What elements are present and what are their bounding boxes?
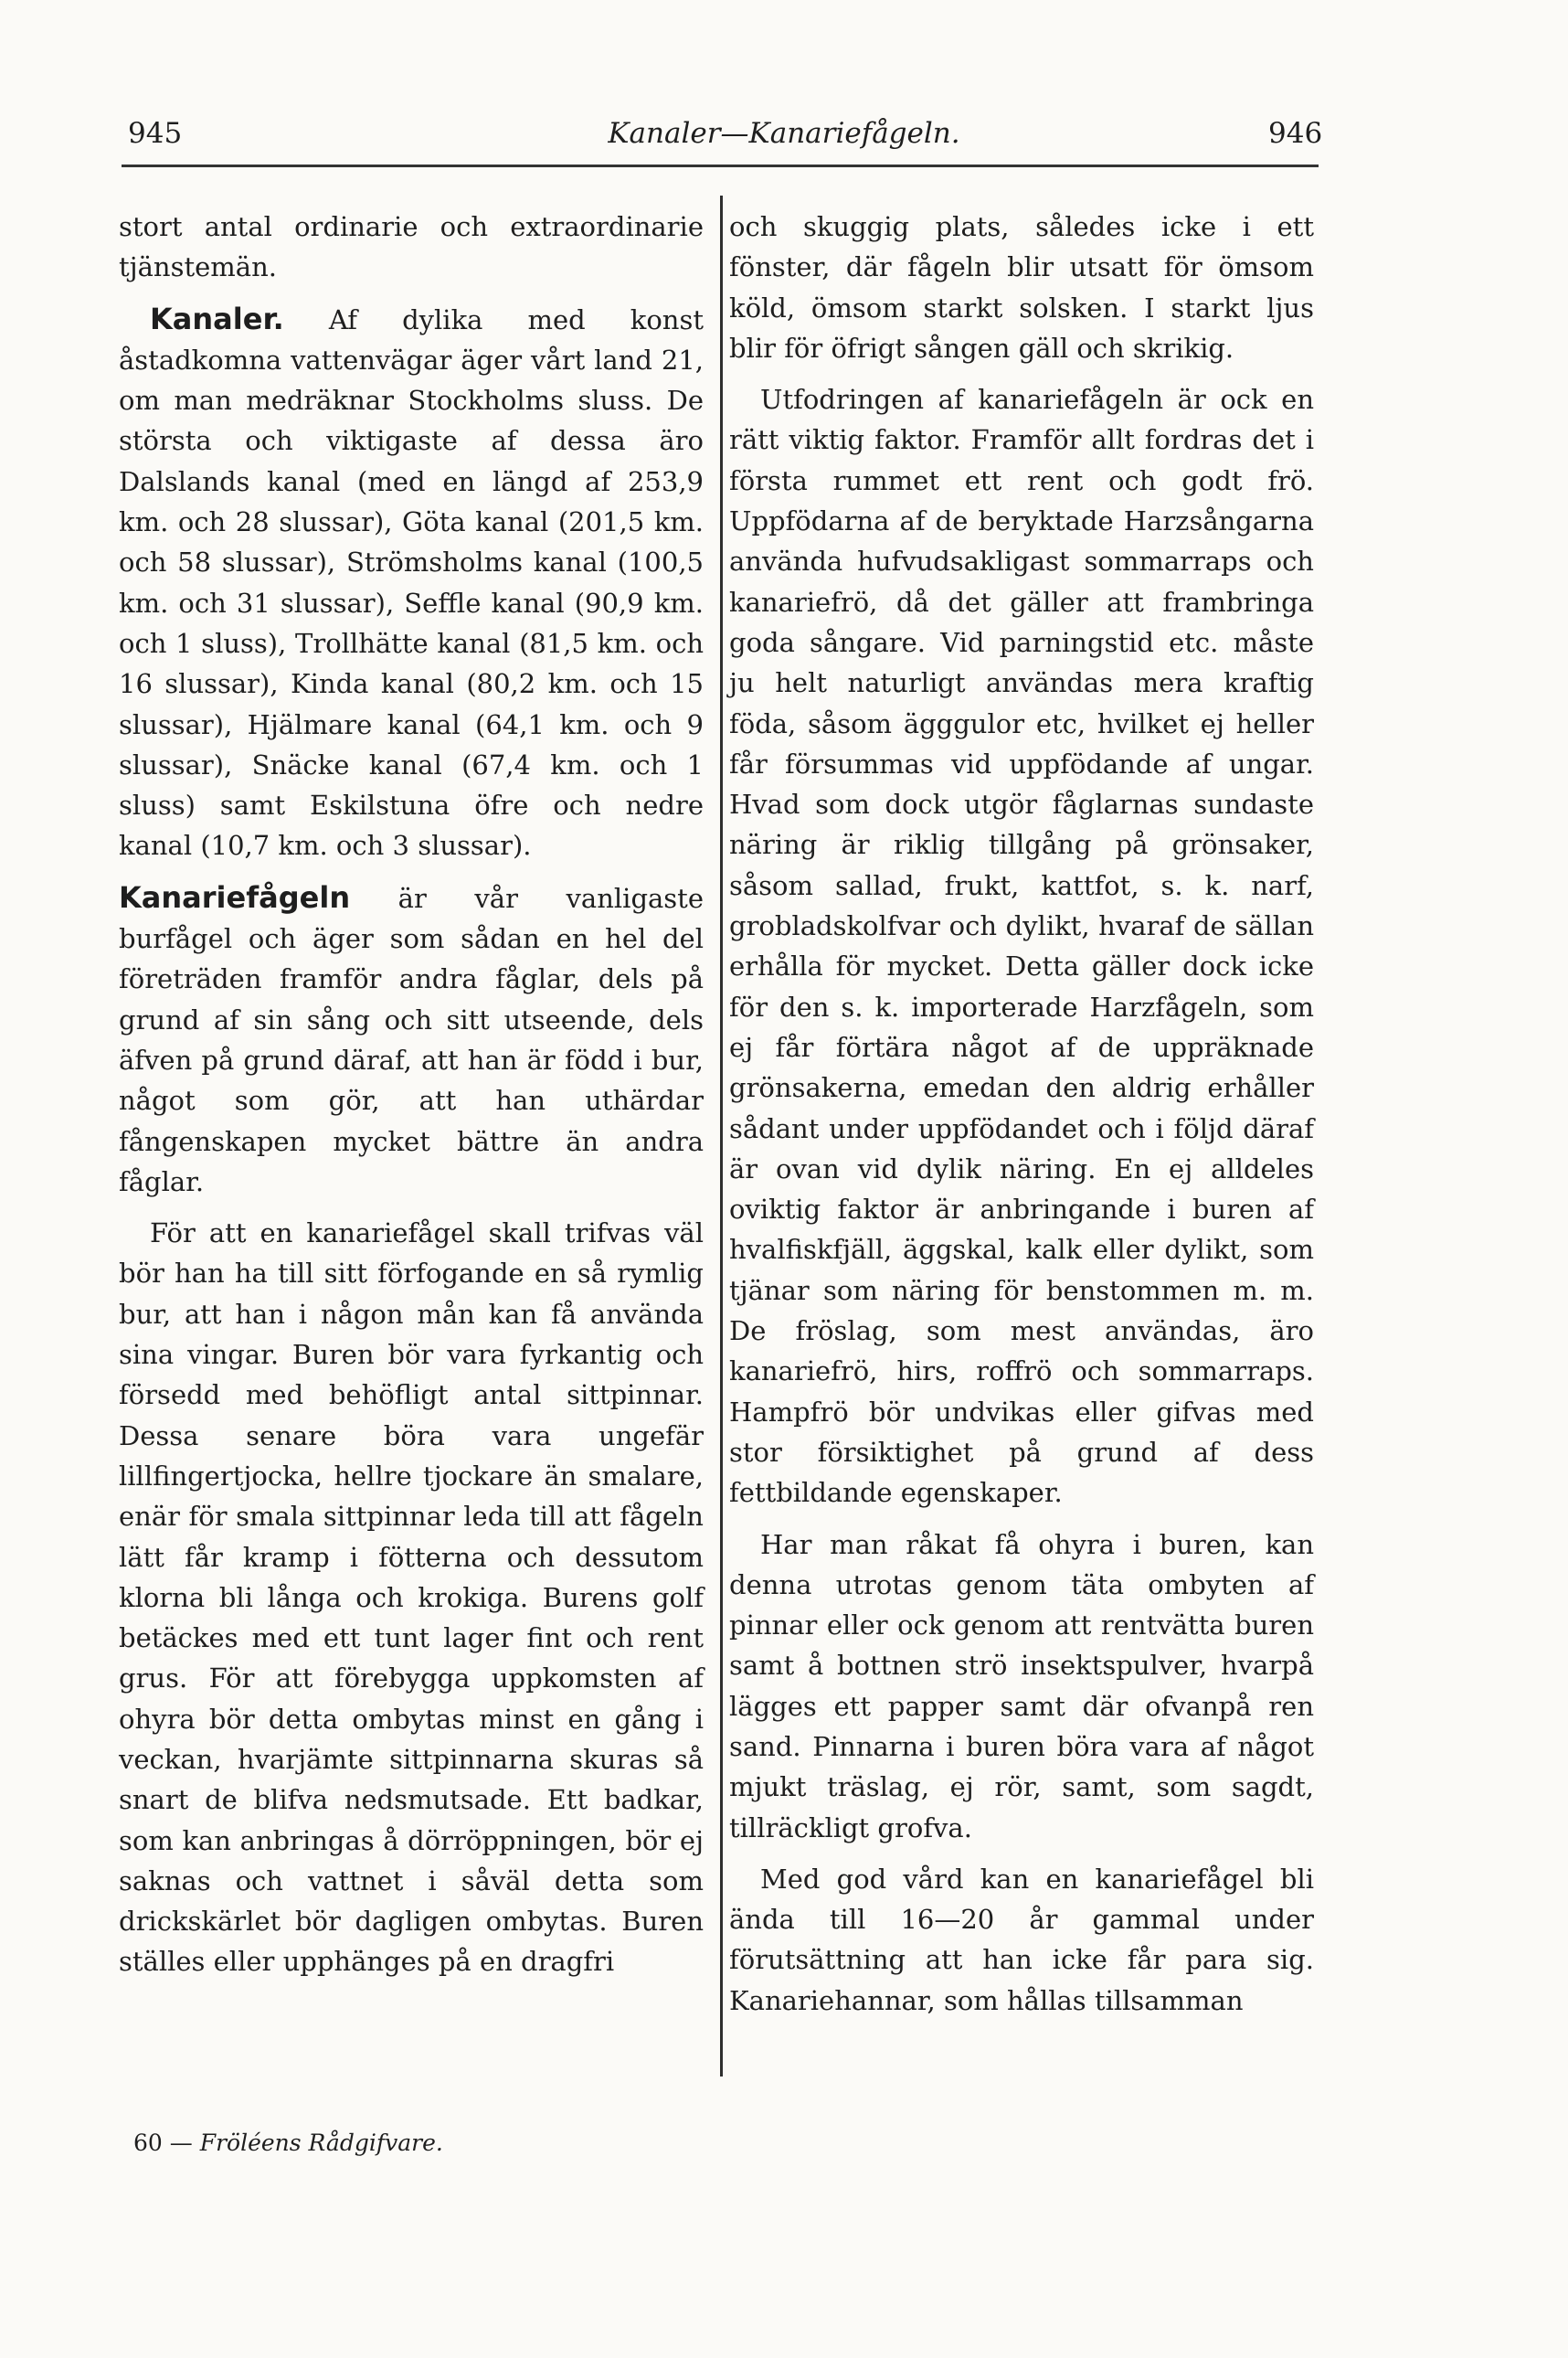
paragraph-bur: För att en kanariefågel skall trifvas väl bör han ha till sitt förfogande en så rymlig bur, att han i någon mån kan få använda sina vingar. Buren bör vara fyrkantig och försedd med behöfligt antal sittpinnar. Dessa senare böra vara ungefär lillfingertjocka, hellre tjockare än smalare, enär för smala sittpinnar leda till att fågeln lätt får kramp i fötterna och dessutom klorna bli långa och krokiga. Burens golf betäckes med ett tunt lager fint och rent grus. För att förebygga uppkomsten af ohyra bör detta ombytas minst en gång i veckan, hvarjämte sittpinnarna skuras så snart de blifva nedsmutsade. Ett badkar, som kan anbringas å dörröppningen, bör ej saknas och vattnet i såväl detta som drickskärlet bör dagligen ombytas. Buren ställes eller upphänges på en dragfri bbox=[119, 1217, 704, 1978]
footer-sheet-number: 60 — bbox=[133, 2130, 193, 2156]
left-column bbox=[119, 207, 704, 1993]
entry-kanariefageln bbox=[119, 877, 704, 1202]
paragraph-tjanstemän: stort antal ordinarie och extraordinarie tjänstemän. bbox=[119, 211, 704, 283]
header-rule bbox=[122, 165, 1319, 167]
entry-text-kanaler: Af dylika med konst åstadkomna vattenvägar äger vårt land 21, om man medräknar Stockholms sluss. De största och viktigaste af dessa äro Dalslands kanal (med en längd af 253,9 km. och 28 slussar), Göta kanal (201,5 km. och 58 slussar), Strömsholms kanal (100,5 km. och 31 slussar), Seffle kanal (90,9 km. och 1 sluss), Trollhätte kanal (81,5 km. och 16 slussar), Kinda kanal (80,2 km. och 15 slussar), Hjälmare kanal (64,1 km. och 9 slussar), Snäcke kanal (67,4 km. och 1 sluss) samt Eskilstuna öfre och nedre kanal (10,7 km. och 3 slussar). bbox=[119, 303, 704, 862]
paragraph-vard: Med god vård kan en kanariefågel bli ända till 16—20 år gammal under förutsättning att han icke får para sig. Kanariehannar, som hållas tillsamman bbox=[729, 1863, 1314, 2016]
paragraph-plats: och skuggig plats, således icke i ett fönster, där fågeln blir utsatt för ömsom köld, ömsom starkt solsken. I starkt ljus blir för öfrigt sången gäll och skrikig. bbox=[729, 211, 1314, 364]
paragraph-utfodring: Utfodringen af kanariefågeln är ock en rätt viktig faktor. Framför allt fordras det i första rummet ett rent och godt frö. Uppfödarna af de beryktade Harzsångarna använda hufvudsakligast sommarraps och kanariefrö, då det gäller att frambringa goda sångare. Vid parningstid etc. måste ju helt naturligt användas mera kraftig föda, såsom ägggulor etc, hvilket ej heller får försummas vid uppfödande af ungar. Hvad som dock utgör fåglarnas sundaste näring är riklig tillgång på grönsaker, såsom sallad, frukt, kattfot, s. k. narf, grobladskolfvar och dylikt, hvaraf de sällan erhålla för mycket. Detta gäller dock icke för den s. k. importerade Harzfågeln, som ej får förtära något af de uppräknade grönsakerna, emedan den aldrig erhåller sådant under uppfödandet och i följd däraf är ovan vid dylik näring. En ej alldeles oviktig faktor är anbringande i buren af hvalfiskfjäll, äggskal, kalk eller dylikt, som tjänar som näring för benstommen m. m. De fröslag, som mest användas, äro kanariefrö, hirs, roffrö och sommarraps. Hampfrö bör undvikas eller gifvas med stor försiktighet på grund af dess fettbildande egenskaper. bbox=[729, 384, 1314, 1509]
footer-signature bbox=[133, 2130, 443, 2156]
running-title: Kanaler—Kanariefågeln. bbox=[608, 117, 960, 150]
column-rule bbox=[720, 196, 723, 2077]
footer-source: Fröléens Rådgifvare. bbox=[199, 2130, 443, 2156]
entry-heading-kanariefageln: Kanariefågeln bbox=[119, 879, 351, 915]
page-number-right: 946 bbox=[1268, 117, 1323, 150]
entry-text-kanariefageln: är vår vanligaste burfågel och äger som sådan en hel del företräden framför andra fåglar, dels på grund af sin sång och sitt utseende, dels äfven på grund däraf, att han är född i bur, något som gör, att han uthärdar fångenskapen mycket bättre än andra fåglar. bbox=[119, 882, 704, 1197]
page-number-left: 945 bbox=[128, 117, 183, 150]
right-column bbox=[729, 207, 1314, 2032]
entry-kanaler bbox=[119, 299, 704, 866]
entry-heading-kanaler: Kanaler. bbox=[150, 301, 284, 336]
paragraph-ohyra: Har man råkat få ohyra i buren, kan denna utrotas genom täta ombyten af pinnar eller ock genom att rentvätta buren samt å bottnen strö insektspulver, hvarpå lägges ett papper samt där ofvanpå ren sand. Pinnarna i buren böra vara af något mjukt träslag, ej rör, samt, som sagdt, tillräckligt grofva. bbox=[729, 1528, 1314, 1843]
